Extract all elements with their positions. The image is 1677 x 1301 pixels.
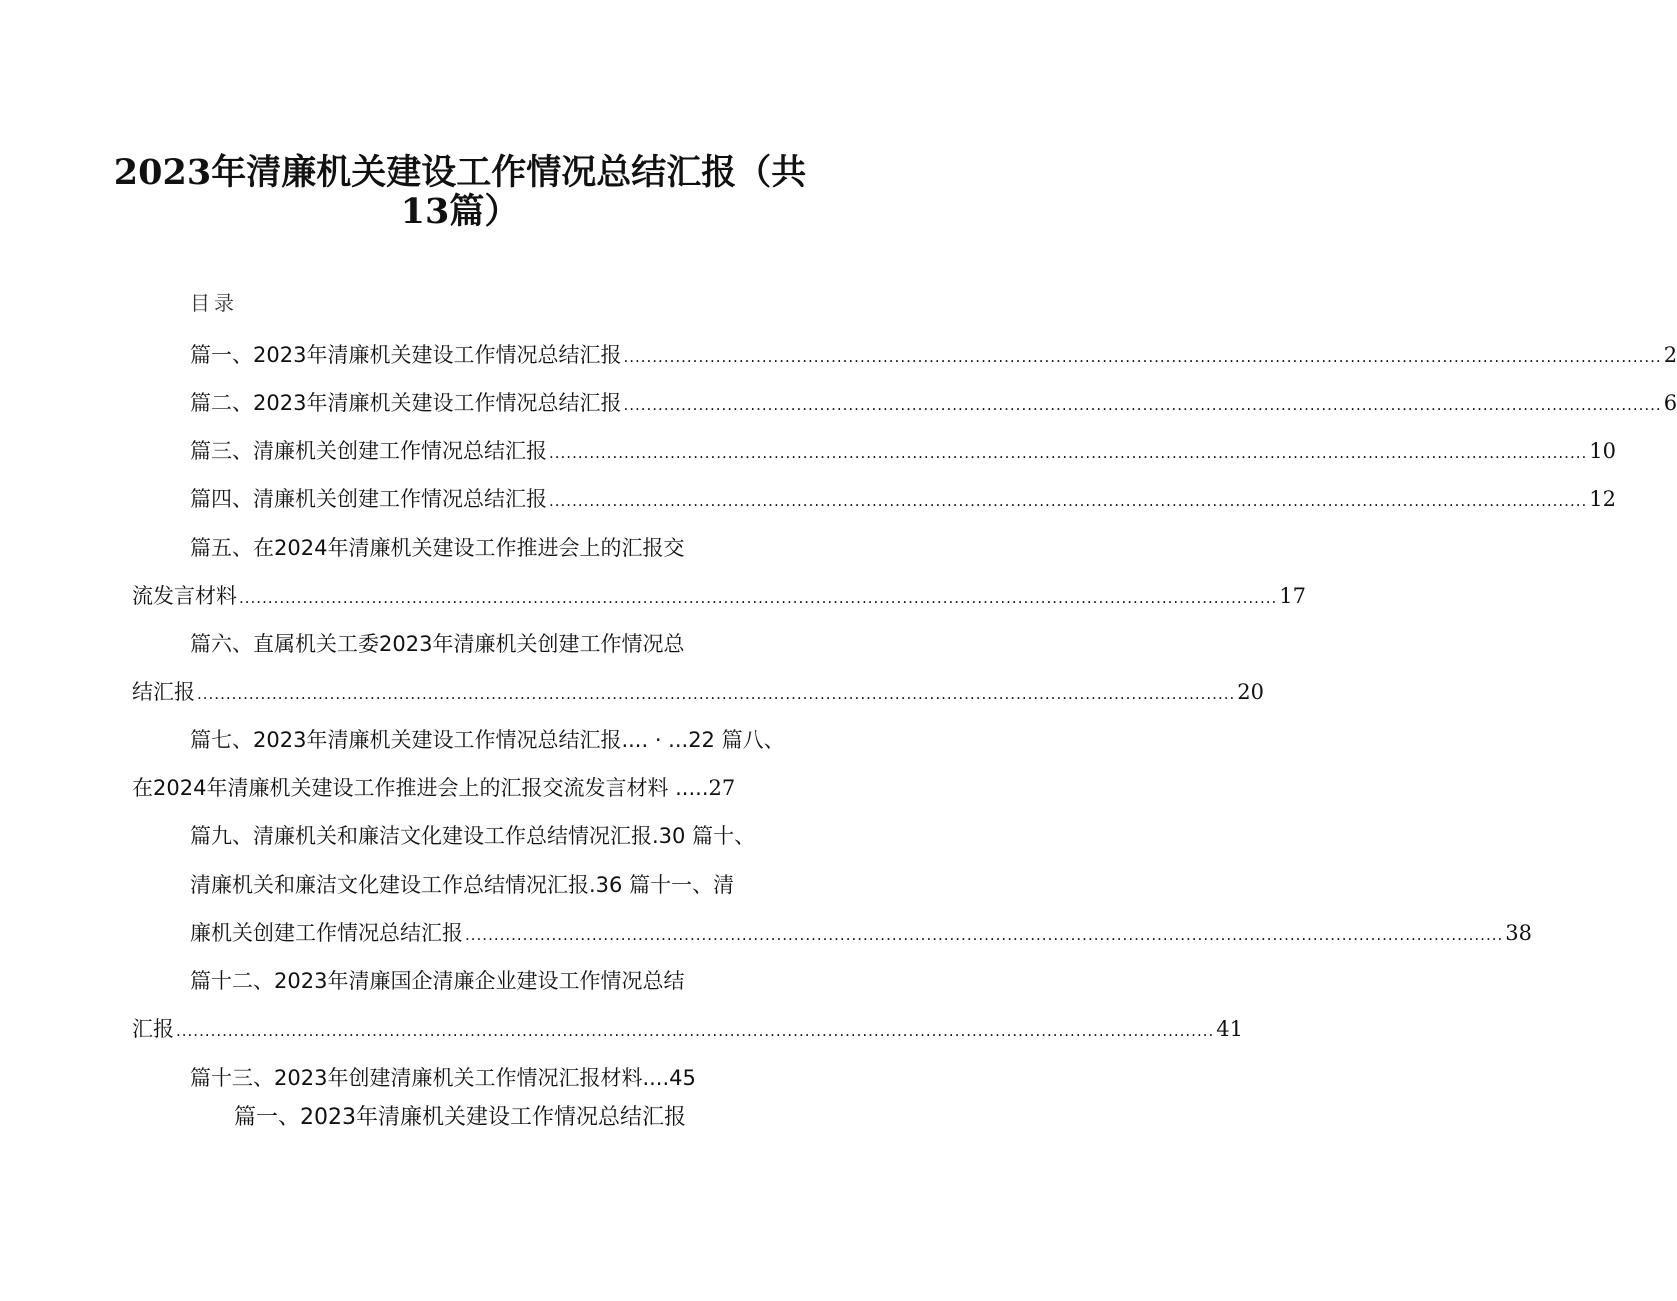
section-heading: 篇一、2023年清廉机关建设工作情况总结汇报 bbox=[234, 1105, 686, 1130]
toc-leader: .................................................................................................................................................................................... bbox=[623, 348, 1662, 366]
toc-entry-page: 41 bbox=[1216, 1017, 1243, 1041]
toc-heading: 目录 bbox=[190, 291, 238, 315]
toc-entry-title: 篇一、2023年清廉机关建设工作情况总结汇报 bbox=[190, 343, 622, 367]
toc-leader: .................................................................................................................................................................................... bbox=[176, 1022, 1215, 1040]
toc-entry-page: 6 bbox=[1663, 391, 1677, 415]
toc-entry-title: 篇三、清廉机关创建工作情况总结汇报 bbox=[190, 439, 547, 463]
toc-entry-title: 廉机关创建工作情况总结汇报 bbox=[190, 921, 463, 945]
document-title-line-1: 2023年清廉机关建设工作情况总结汇报（共 bbox=[113, 152, 807, 193]
toc-entry-4[interactable] bbox=[190, 483, 1616, 513]
toc-entry-title: 在2024年清廉机关建设工作推进会上的汇报交流发言材料 ..... bbox=[132, 776, 709, 800]
toc-entry-page: 38 bbox=[1505, 921, 1532, 945]
toc-leader: .................................................................................................................................................................................... bbox=[549, 444, 1588, 462]
toc-leader: .................................................................................................................................................................................... bbox=[239, 589, 1278, 607]
toc-entry-title: 篇二、2023年清廉机关建设工作情况总结汇报 bbox=[190, 391, 622, 415]
toc-entry-6-line-1[interactable]: 篇六、直属机关工委2023年清廉机关创建工作情况总 bbox=[190, 632, 685, 656]
toc-entry-8-line-2[interactable] bbox=[132, 772, 735, 802]
toc-entry-5-line-1[interactable]: 篇五、在2024年清廉机关建设工作推进会上的汇报交 bbox=[190, 536, 685, 560]
toc-entry-11-line-3[interactable] bbox=[190, 917, 1532, 947]
toc-entry-page: 2 bbox=[1663, 343, 1677, 367]
toc-entry-12-line-2[interactable] bbox=[132, 1013, 1243, 1043]
toc-leader: .................................................................................................................................................................................... bbox=[549, 492, 1588, 510]
toc-entry-page: 17 bbox=[1279, 584, 1306, 608]
toc-entry-2[interactable] bbox=[190, 387, 1677, 417]
toc-entry-12-line-1[interactable]: 篇十二、2023年清廉国企清廉企业建设工作情况总结 bbox=[190, 969, 685, 993]
toc-entry-page: 10 bbox=[1589, 439, 1616, 463]
toc-entry-9-line-1[interactable]: 篇九、清廉机关和廉洁文化建设工作总结情况汇报.30 篇十、 bbox=[190, 824, 756, 848]
toc-entry-title: 结汇报 bbox=[132, 680, 195, 704]
toc-leader: .................................................................................................................................................................................... bbox=[465, 926, 1504, 944]
toc-entry-10-line-2[interactable]: 清廉机关和廉洁文化建设工作总结情况汇报.36 篇十一、清 bbox=[190, 873, 735, 897]
toc-entry-page: 20 bbox=[1237, 680, 1264, 704]
toc-entry-3[interactable] bbox=[190, 435, 1616, 465]
toc-entry-6-line-2[interactable] bbox=[132, 676, 1264, 706]
toc-entry-1[interactable] bbox=[190, 339, 1677, 369]
toc-entry-title: 汇报 bbox=[132, 1017, 174, 1041]
toc-entry-7-line-1[interactable]: 篇七、2023年清廉机关建设工作情况总结汇报.... · ...22 篇八、 bbox=[190, 728, 785, 752]
toc-entry-title: 篇四、清廉机关创建工作情况总结汇报 bbox=[190, 487, 547, 511]
toc-entry-5-line-2[interactable] bbox=[132, 580, 1306, 610]
document-title-line-2: 13篇） bbox=[400, 191, 520, 232]
toc-entry-13[interactable]: 篇十三、2023年创建清廉机关工作情况汇报材料....45 bbox=[190, 1066, 696, 1090]
toc-leader: .................................................................................................................................................................................... bbox=[197, 685, 1236, 703]
toc-entry-page: 27 bbox=[708, 776, 736, 800]
toc-entry-title: 流发言材料 bbox=[132, 584, 237, 608]
toc-entry-page: 12 bbox=[1589, 487, 1616, 511]
toc-leader: .................................................................................................................................................................................... bbox=[623, 396, 1662, 414]
